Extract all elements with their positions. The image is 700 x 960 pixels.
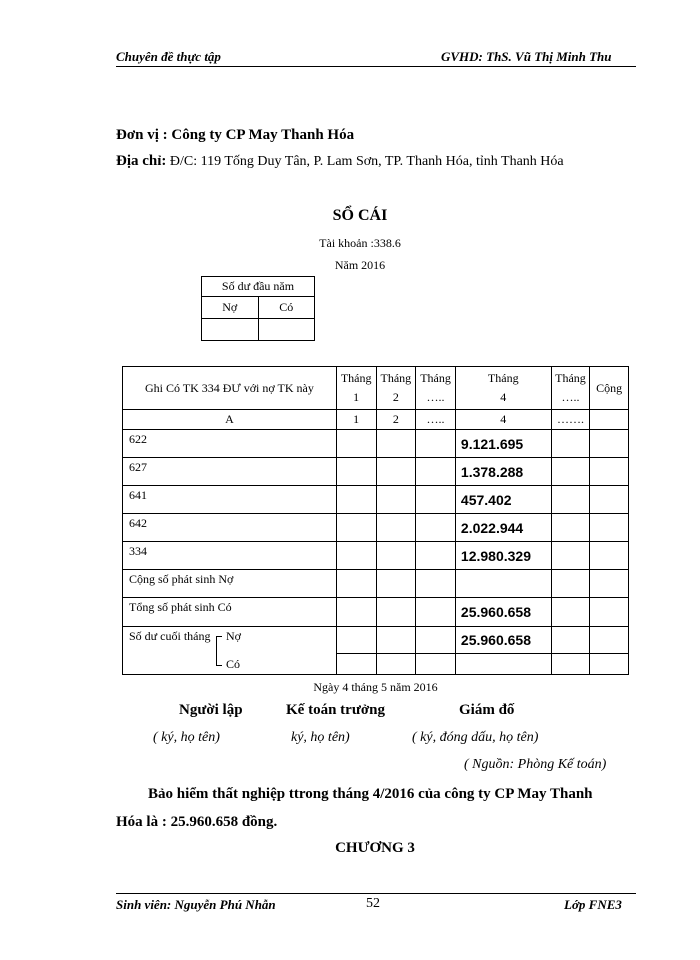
month-2-bottom: 2 xyxy=(392,390,399,404)
ledger-table xyxy=(122,366,629,675)
table-row xyxy=(123,486,629,514)
unit-label: Đơn vị : xyxy=(116,127,168,143)
row-label: Cộng số phát sinh Nợ xyxy=(123,570,337,598)
closing-debit-label: Nợ xyxy=(226,629,242,643)
ledger-year: Năm 2016 xyxy=(334,258,386,272)
index-cell: ……. xyxy=(551,410,590,430)
ledger-head-label: Ghi Có TK 334 ĐƯ với nợ TK này xyxy=(123,367,337,410)
closing-label-cell xyxy=(123,627,337,675)
row-label: 641 xyxy=(123,486,337,514)
opening-credit: Có xyxy=(258,297,314,319)
table-row xyxy=(123,542,629,570)
closing-credit-label: Có xyxy=(226,657,241,671)
row-month4-value: 9.121.695 xyxy=(455,430,551,458)
footer-class: Lớp FNE3 xyxy=(564,897,622,912)
ledger-date: Ngày 4 tháng 5 năm 2016 xyxy=(313,680,438,694)
address-label: Địa chỉ: xyxy=(116,153,167,169)
closing-debit-value: 25.960.658 xyxy=(455,627,551,654)
closing-brace xyxy=(216,636,222,666)
paragraph-line-2: Hóa là : 25.960.658 đồng. xyxy=(116,814,278,830)
month-1-header xyxy=(336,367,376,410)
month-4-top: Tháng xyxy=(487,371,519,385)
header-right: GVHD: ThS. Vũ Thị Minh Thu xyxy=(441,49,612,64)
row-label: 334 xyxy=(123,542,337,570)
row-label: Tổng số phát sinh Có xyxy=(123,598,337,627)
footer-rule xyxy=(116,893,636,894)
footer-page-number: 52 xyxy=(366,896,380,911)
row-month4-value: 12.980.329 xyxy=(455,542,551,570)
unit-line xyxy=(116,127,354,144)
index-cell: 2 xyxy=(376,410,416,430)
opening-credit-value xyxy=(258,319,314,341)
address-value: Đ/C: 119 Tống Duy Tân, P. Lam Sơn, TP. Thanh Hóa, tỉnh Thanh Hóa xyxy=(169,154,564,169)
month-2-header xyxy=(376,367,416,410)
header-left: Chuyên đề thực tập xyxy=(116,49,221,64)
source-note: ( Nguồn: Phòng Kế toán) xyxy=(464,757,607,772)
closing-label: Số dư cuối tháng xyxy=(129,629,211,643)
chapter-title: CHƯƠNG 3 xyxy=(335,840,415,856)
row-label: 622 xyxy=(123,430,337,458)
opening-debit-value xyxy=(202,319,259,341)
footer-student: Sinh viên: Nguyễn Phú Nhẫn xyxy=(116,897,276,912)
signature-title-chief-accountant: Kế toán trưởng xyxy=(286,702,385,718)
signature-sub-director: ( ký, đóng dấu, họ tên) xyxy=(412,730,539,745)
table-row xyxy=(123,598,629,627)
month-2-top: Tháng xyxy=(380,371,412,385)
month-4-bottom: 4 xyxy=(500,390,507,404)
opening-debit: Nợ xyxy=(202,297,259,319)
ledger-title: SỔ CÁI xyxy=(332,207,388,224)
paragraph-line-1: Bảo hiểm thất nghiệp ttrong tháng 4/2016 của công ty CP May Thanh xyxy=(148,786,593,802)
opening-balance-title: Số dư đầu năm xyxy=(202,277,315,297)
month-4-header xyxy=(455,367,551,410)
opening-balance-table xyxy=(201,276,315,341)
month-3-top: Tháng xyxy=(420,371,451,385)
month-1-bottom: 1 xyxy=(353,390,360,404)
table-row xyxy=(123,430,629,458)
row-month4-value: 2.022.944 xyxy=(455,514,551,542)
index-cell: 4 xyxy=(455,410,551,430)
row-month4-value: 457.402 xyxy=(455,486,551,514)
address-line xyxy=(116,153,564,170)
row-month4-value xyxy=(455,570,551,598)
row-month4-value: 25.960.658 xyxy=(455,598,551,627)
header-rule xyxy=(116,66,636,67)
month-5-top: Tháng xyxy=(555,371,586,385)
table-row xyxy=(123,458,629,486)
unit-name: Công ty CP May Thanh Hóa xyxy=(171,127,355,143)
signature-sub-preparer: ( ký, họ tên) xyxy=(153,730,220,745)
table-row xyxy=(123,514,629,542)
month-3-bottom: ….. xyxy=(426,390,445,404)
month-3-header xyxy=(416,367,456,410)
row-month4-value: 1.378.288 xyxy=(455,458,551,486)
row-label: 627 xyxy=(123,458,337,486)
closing-row-debit xyxy=(123,627,629,654)
signature-title-preparer: Người lập xyxy=(179,702,243,718)
index-cell: ….. xyxy=(416,410,456,430)
ledger-account: Tài khoản :338.6 xyxy=(319,236,401,250)
index-cell: 1 xyxy=(336,410,376,430)
month-1-top: Tháng xyxy=(340,371,372,385)
table-row xyxy=(123,570,629,598)
month-5-bottom: ….. xyxy=(561,390,580,404)
month-5-header xyxy=(551,367,590,410)
index-cell xyxy=(590,410,629,430)
signature-title-director: Giám đố xyxy=(459,702,515,718)
index-cell: A xyxy=(123,410,337,430)
total-header: Cộng xyxy=(590,367,629,410)
row-label: 642 xyxy=(123,514,337,542)
signature-sub-chief-accountant: ký, họ tên) xyxy=(291,730,350,745)
